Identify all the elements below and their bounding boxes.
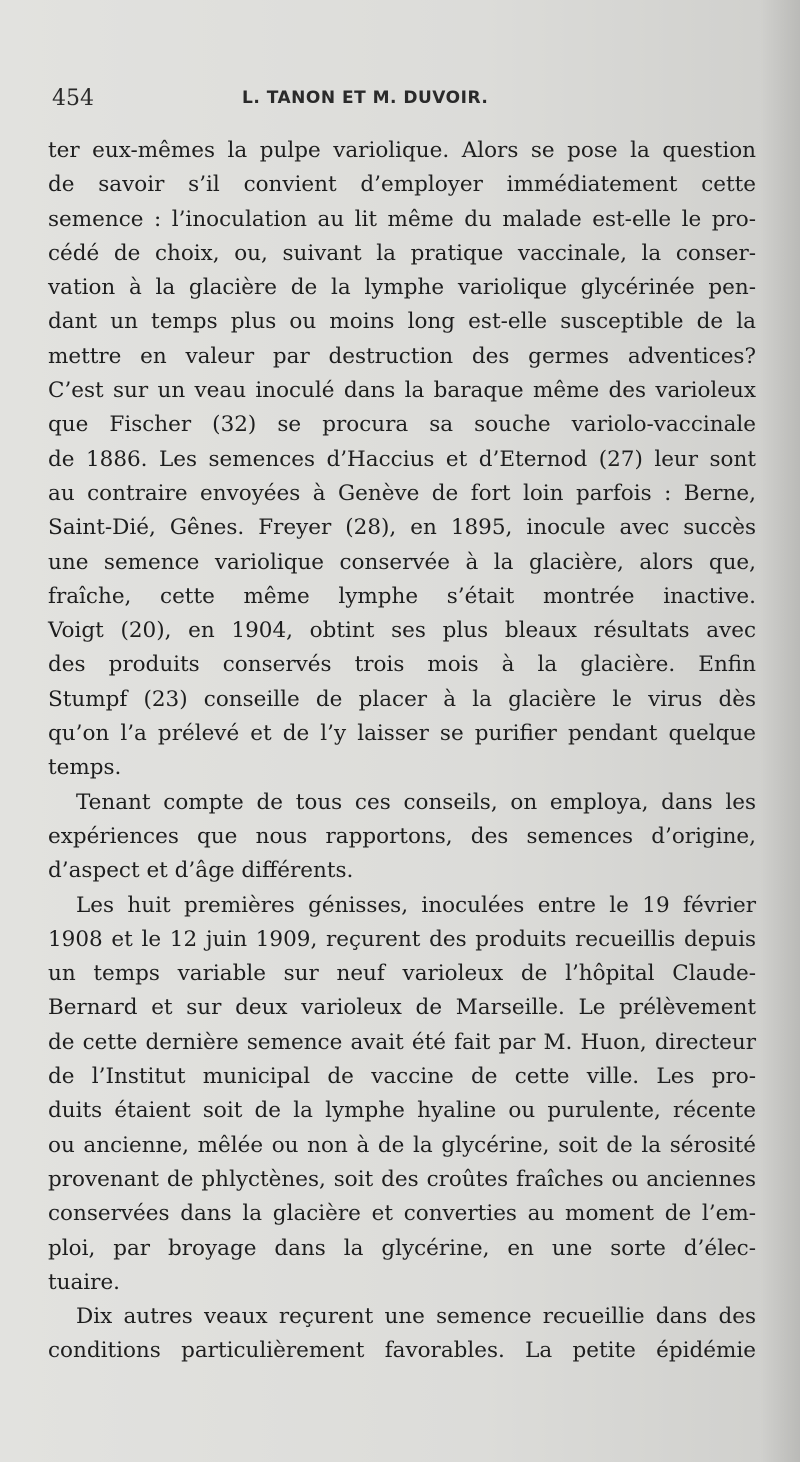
text-line: que Fischer (32) se procura sa souche variolo-vaccinale bbox=[48, 412, 756, 438]
text-line: des produits conservés trois mois à la glacière. Enfin bbox=[48, 652, 756, 678]
page-header bbox=[52, 86, 752, 126]
text-line: Tenant compte de tous ces conseils, on employa, dans les bbox=[76, 789, 756, 815]
running-head: L. TANON ET M. DUVOIR. bbox=[242, 88, 489, 108]
text-line: tuaire. bbox=[48, 1269, 121, 1295]
text-line: de l’Institut municipal de vaccine de cette ville. Les pro- bbox=[48, 1064, 756, 1090]
text-line: Saint-Dié, Gênes. Freyer (28), en 1895, inocule avec succès bbox=[48, 515, 756, 541]
text-line: qu’on l’a prélevé et de l’y laisser se purifier pendant quelque bbox=[48, 721, 756, 747]
text-line: conditions particulièrement favorables. La petite épidémie bbox=[48, 1338, 756, 1364]
text-line: Bernard et sur deux varioleux de Marseille. Le prélèvement bbox=[48, 995, 756, 1021]
text-line: ou ancienne, mêlée ou non à de la glycérine, soit de la sérosité bbox=[48, 1132, 756, 1158]
text-line: cédé de choix, ou, suivant la pratique vaccinale, la conser- bbox=[48, 240, 756, 266]
body-text bbox=[48, 134, 756, 1369]
text-line: mettre en valeur par destruction des germes adventices? bbox=[48, 343, 756, 369]
text-line: temps. bbox=[48, 755, 122, 781]
text-line: conservées dans la glacière et converties au moment de l’em- bbox=[48, 1201, 756, 1227]
page-edge-shadow bbox=[760, 0, 800, 1462]
text-line: un temps variable sur neuf varioleux de l’hôpital Claude- bbox=[48, 961, 756, 987]
text-line: ter eux-mêmes la pulpe variolique. Alors se pose la question bbox=[48, 138, 756, 163]
text-line: au contraire envoyées à Genève de fort loin parfois : Berne, bbox=[48, 480, 756, 506]
text-line: 1908 et le 12 juin 1909, reçurent des produits recueillis depuis bbox=[48, 926, 756, 952]
text-line: Voigt (20), en 1904, obtint ses plus bleaux résultats avec bbox=[48, 618, 756, 644]
text-line: C’est sur un veau inoculé dans la baraque même des varioleux bbox=[48, 378, 756, 404]
text-line: de savoir s’il convient d’employer immédiatement cette bbox=[48, 172, 756, 198]
text-line: duits étaient soit de la lymphe hyaline ou purulente, récente bbox=[48, 1098, 756, 1124]
text-line: semence : l’inoculation au lit même du malade est-elle le pro- bbox=[48, 206, 756, 232]
text-line: expériences que nous rapportons, des semences d’origine, bbox=[48, 823, 756, 849]
text-line: ploi, par broyage dans la glycérine, en une sorte d’élec- bbox=[48, 1235, 756, 1261]
text-line: Les huit premières génisses, inoculées entre le 19 février bbox=[76, 892, 756, 918]
text-line: d’aspect et d’âge différents. bbox=[48, 858, 354, 884]
text-line: fraîche, cette même lymphe s’était montrée inactive. bbox=[48, 583, 756, 609]
text-line: dant un temps plus ou moins long est-elle susceptible de la bbox=[48, 309, 756, 335]
text-line: vation à la glacière de la lymphe variolique glycérinée pen- bbox=[48, 275, 756, 301]
text-line: de 1886. Les semences d’Haccius et d’Eternod (27) leur sont bbox=[48, 446, 756, 472]
text-line: Dix autres veaux reçurent une semence recueillie dans des bbox=[76, 1304, 756, 1330]
text-line: Stumpf (23) conseille de placer à la glacière le virus dès bbox=[48, 686, 756, 712]
text-line: provenant de phlyctènes, soit des croûtes fraîches ou anciennes bbox=[48, 1166, 756, 1192]
text-line: une semence variolique conservée à la glacière, alors que, bbox=[48, 549, 756, 575]
page-number: 454 bbox=[52, 86, 94, 111]
text-line: de cette dernière semence avait été fait par M. Huon, directeur bbox=[48, 1029, 756, 1055]
